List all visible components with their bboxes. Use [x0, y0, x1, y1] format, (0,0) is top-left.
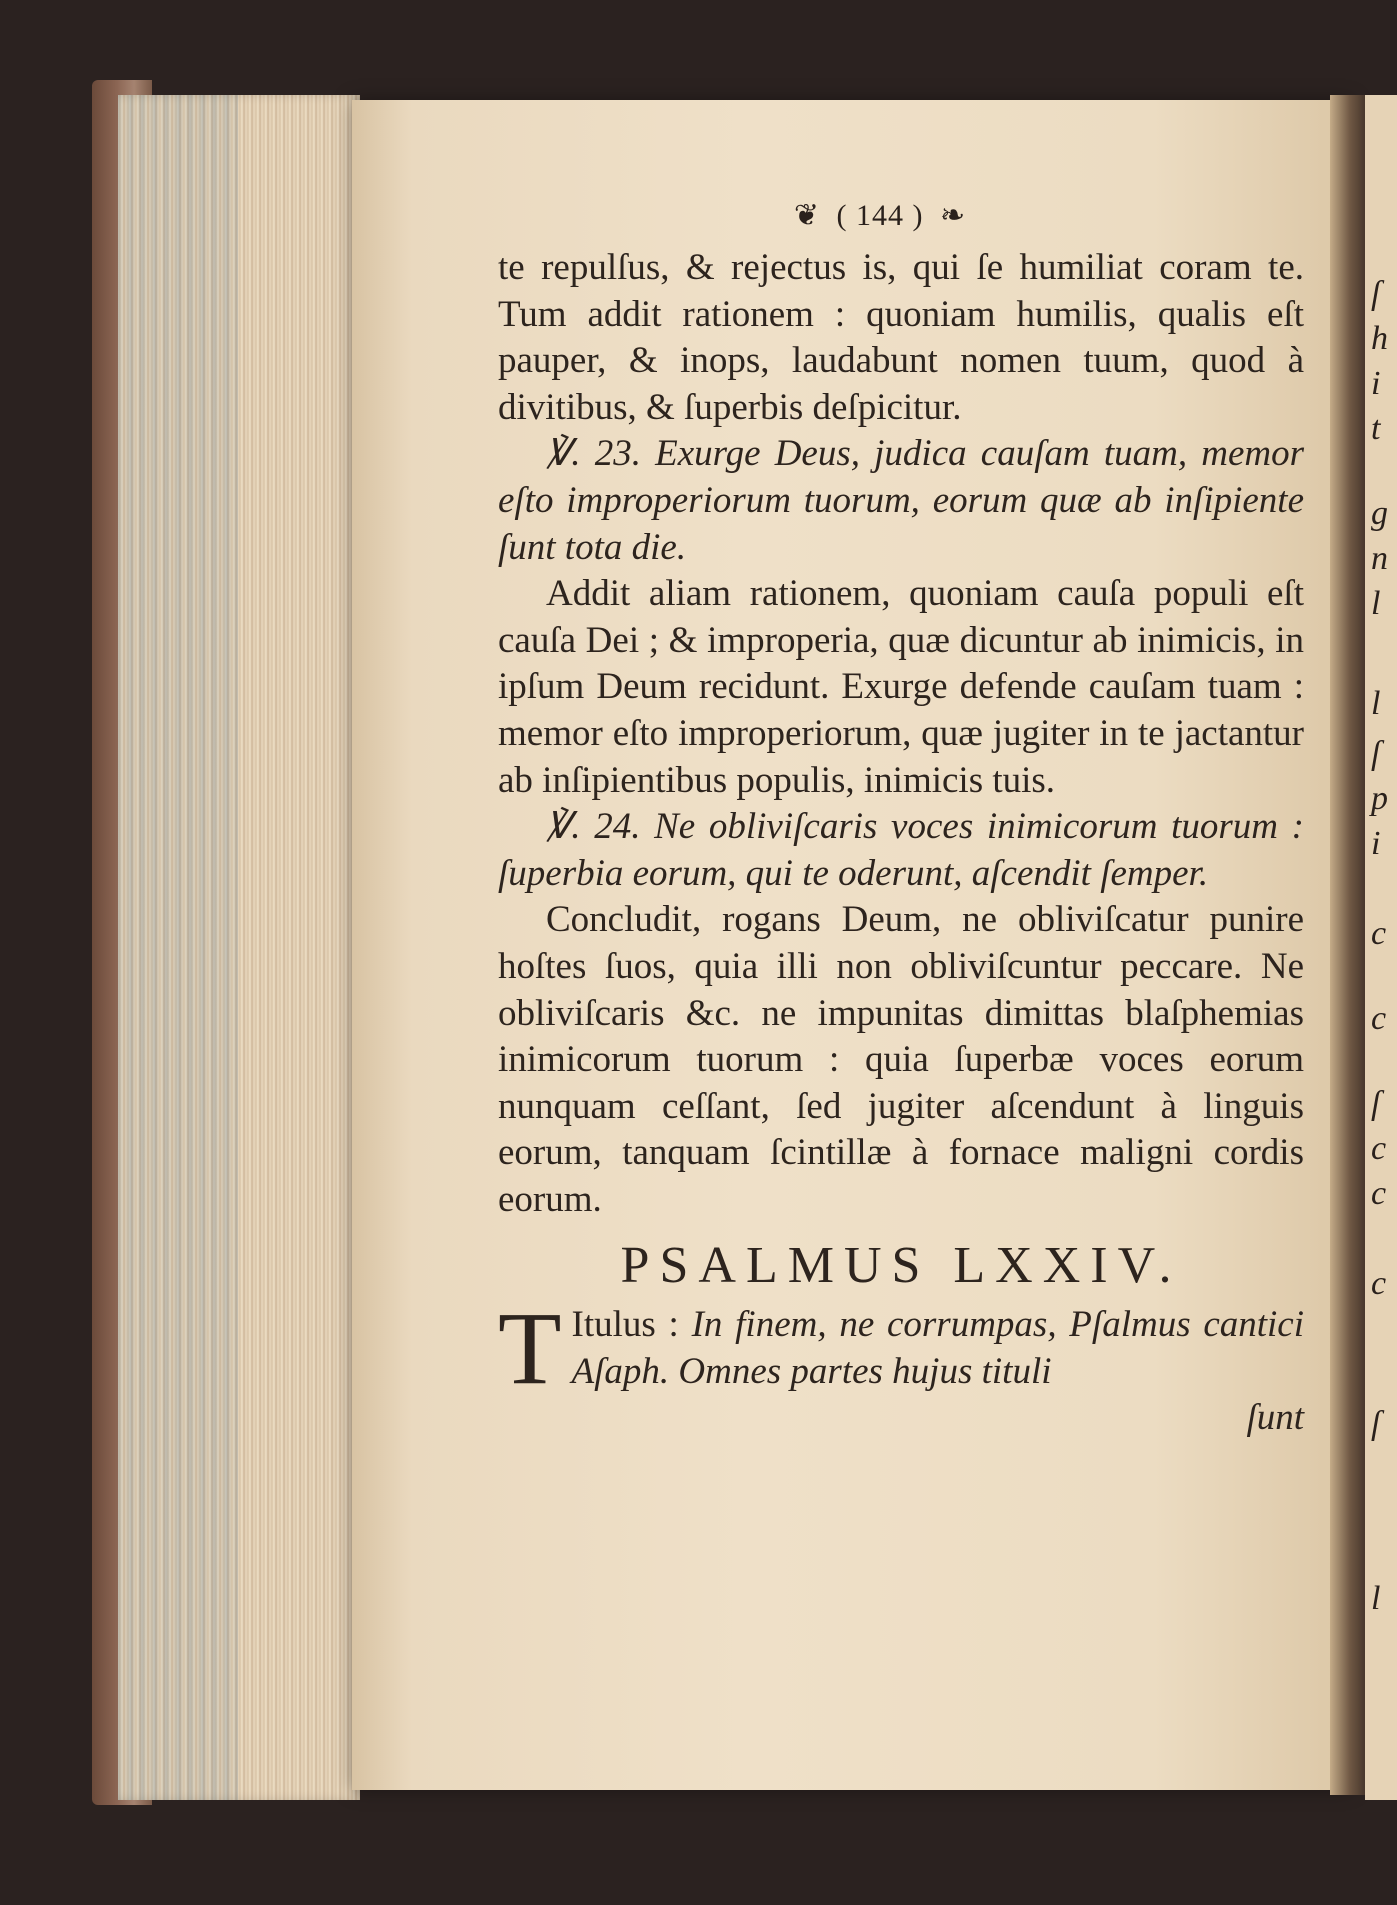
title-lead: Itulus : — [571, 1304, 692, 1346]
title-italic: In finem, ne corrumpas, Pſalmus cantici Aſaph. Omnes partes hujus tituli — [571, 1304, 1305, 1392]
facing-char: g — [1371, 495, 1388, 532]
facing-char: c — [1371, 1265, 1387, 1302]
facing-char: i — [1371, 825, 1381, 862]
facing-char: p — [1371, 780, 1388, 817]
facing-char: i — [1371, 365, 1381, 402]
facing-char: c — [1371, 915, 1387, 952]
verse-23: ℣. 23. Exurge Deus, judica cauſam tuam, memor eſto improperiorum tuorum, eorum quæ ab inſipiente ſunt tota die. — [498, 433, 1304, 568]
ornament-right-icon: ❧ — [939, 199, 967, 232]
facing-page — [1365, 95, 1397, 1800]
page-text — [498, 245, 1304, 1442]
facing-char: c — [1371, 1175, 1387, 1212]
facing-char: ſ — [1371, 1405, 1381, 1442]
facing-char: c — [1371, 1130, 1387, 1167]
facing-char: l — [1371, 1580, 1381, 1617]
facing-char: l — [1371, 585, 1381, 622]
facing-char: ſ — [1371, 1085, 1381, 1122]
ornament-left-icon: ❦ — [793, 199, 820, 232]
paragraph-commentary-23: Addit aliam rationem, quoniam cauſa populi eſt cauſa Dei ; & improperia, quæ dicuntur ab inimicis, in ipſum Deum recidunt. Exurge defende cauſam tuam : memor eſto improperiorum, quæ jugiter in te jactantur ab inſipientibus populis, inimicis tuis. — [498, 573, 1304, 801]
facing-char: n — [1371, 540, 1388, 577]
facing-char: l — [1371, 685, 1381, 722]
facing-char: ſ — [1371, 275, 1381, 312]
verse-24: ℣. 24. Ne obliviſcaris voces inimicorum tuorum : ſuperbia eorum, qui te oderunt, aſcendit ſemper. — [498, 806, 1304, 894]
book-gutter — [1330, 95, 1370, 1795]
facing-char: c — [1371, 1000, 1387, 1037]
paragraph-continuation: te repulſus, & rejectus is, qui ſe humiliat coram te. Tum addit rationem : quoniam humilis, qualis eſt pauper, & inops, laudabunt nomen tuum, quod à divitibus, & ſuperbis deſpicitur. — [498, 247, 1304, 428]
psalm-heading: PSALMUS LXXIV. — [620, 1237, 1182, 1295]
page-header — [700, 198, 1060, 233]
facing-char: h — [1371, 320, 1388, 357]
drop-cap: T — [498, 1291, 562, 1407]
page-block-edge — [118, 95, 360, 1800]
title-paragraph — [498, 1291, 1305, 1407]
page-number: ( 144 ) — [836, 199, 924, 232]
facing-char: ſ — [1371, 735, 1381, 772]
facing-char: t — [1371, 410, 1381, 447]
paragraph-commentary-24: Concludit, rogans Deum, ne obliviſcatur punire hoſtes ſuos, quia illi non obliviſcuntur peccare. Ne obliviſcaris &c. ne impunitas dimittas blaſphemias inimicorum tuorum : quia ſuperbæ voces eorum nunquam ceſſant, ſed jugiter aſcendunt à linguis eorum, tanquam ſcintillæ à fornace maligni cordis eorum. — [498, 899, 1304, 1220]
catchword: ſunt — [1246, 1397, 1304, 1439]
page-edge-stain — [118, 95, 238, 1800]
